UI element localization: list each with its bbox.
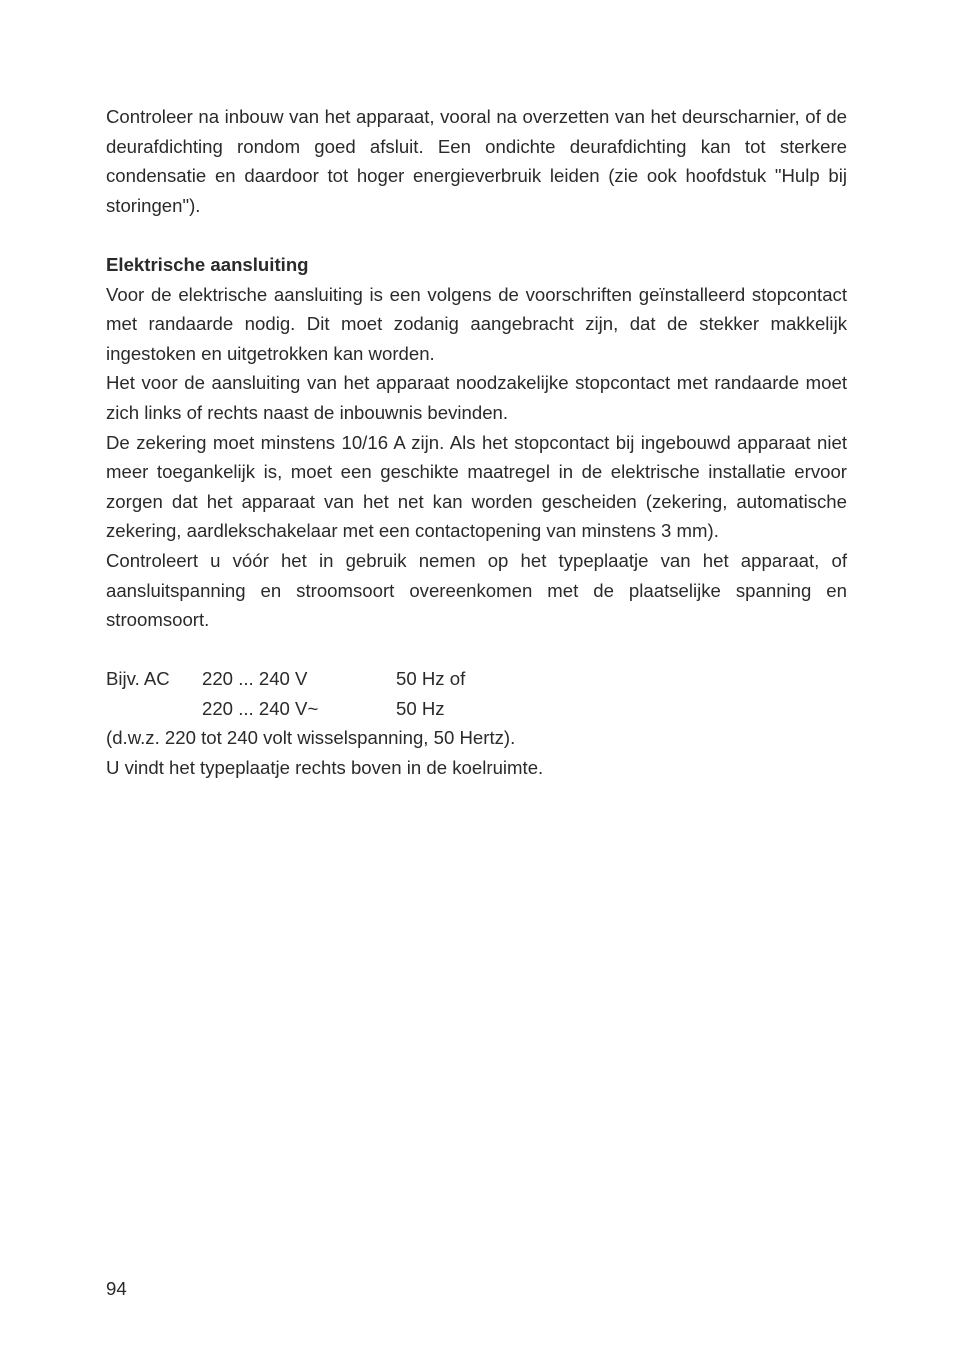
spec-row [106, 664, 847, 694]
spec-voltage: 220 ... 240 V~ [202, 697, 319, 719]
spec-label: Bijv. AC [106, 668, 170, 690]
voltage-spec [106, 664, 847, 782]
spec-explanation: (d.w.z. 220 tot 240 volt wisselspanning, 50 Hertz). [106, 727, 516, 749]
typeplate-location: U vindt het typeplaatje rechts boven in de koelruimte. [106, 757, 544, 779]
spec-frequency: 50 Hz [396, 697, 445, 719]
section-paragraph-4: Controleert u vóór het in gebruik nemen op het typeplaatje van het apparaat, of aansluitspanning en stroomsoort overeenkomen met de plaatselijke spanning en stroomsoort. [106, 549, 847, 631]
page-number: 94 [106, 1278, 127, 1299]
section-paragraph-1: Voor de elektrische aansluiting is een volgens de voorschriften geïnstalleerd stopcontact met randaarde nodig. Dit moet zodanig aangebracht zijn, dat de stekker makkelijk ingestoken en uitgetrokken kan worden. [106, 283, 847, 364]
spec-row [106, 694, 847, 724]
intro-paragraph: Controleer na inbouw van het apparaat, vooral na overzetten van het deurscharnier, of de deurafdichting rondom goed afsluit. Een ondichte deurafdichting kan tot sterkere condensatie en daardoor tot hoger energieverbruik leiden (zie ook hoofdstuk "Hulp bij storingen"). [106, 106, 847, 216]
section-heading: Elektrische aansluiting [106, 253, 309, 275]
page-content [106, 102, 847, 783]
spec-voltage: 220 ... 240 V [202, 668, 308, 690]
section-paragraph-2: Het voor de aansluiting van het apparaat noodzakelijke stopcontact met randaarde moet zich links of rechts naast de inbouwnis bevinden. [106, 372, 847, 423]
section-paragraph-3: De zekering moet minstens 10/16 A zijn. Als het stopcontact bij ingebouwd apparaat niet meer toegankelijk is, moet een geschikte maatregel in de elektrische installatie ervoor zorgen dat het apparaat van het net kan worden gescheiden (zekering, automatische zekering, aardlekschakelaar met een contactopening van minstens 3 mm). [106, 431, 847, 542]
spec-label [106, 694, 202, 724]
spec-frequency: 50 Hz of [396, 668, 466, 690]
